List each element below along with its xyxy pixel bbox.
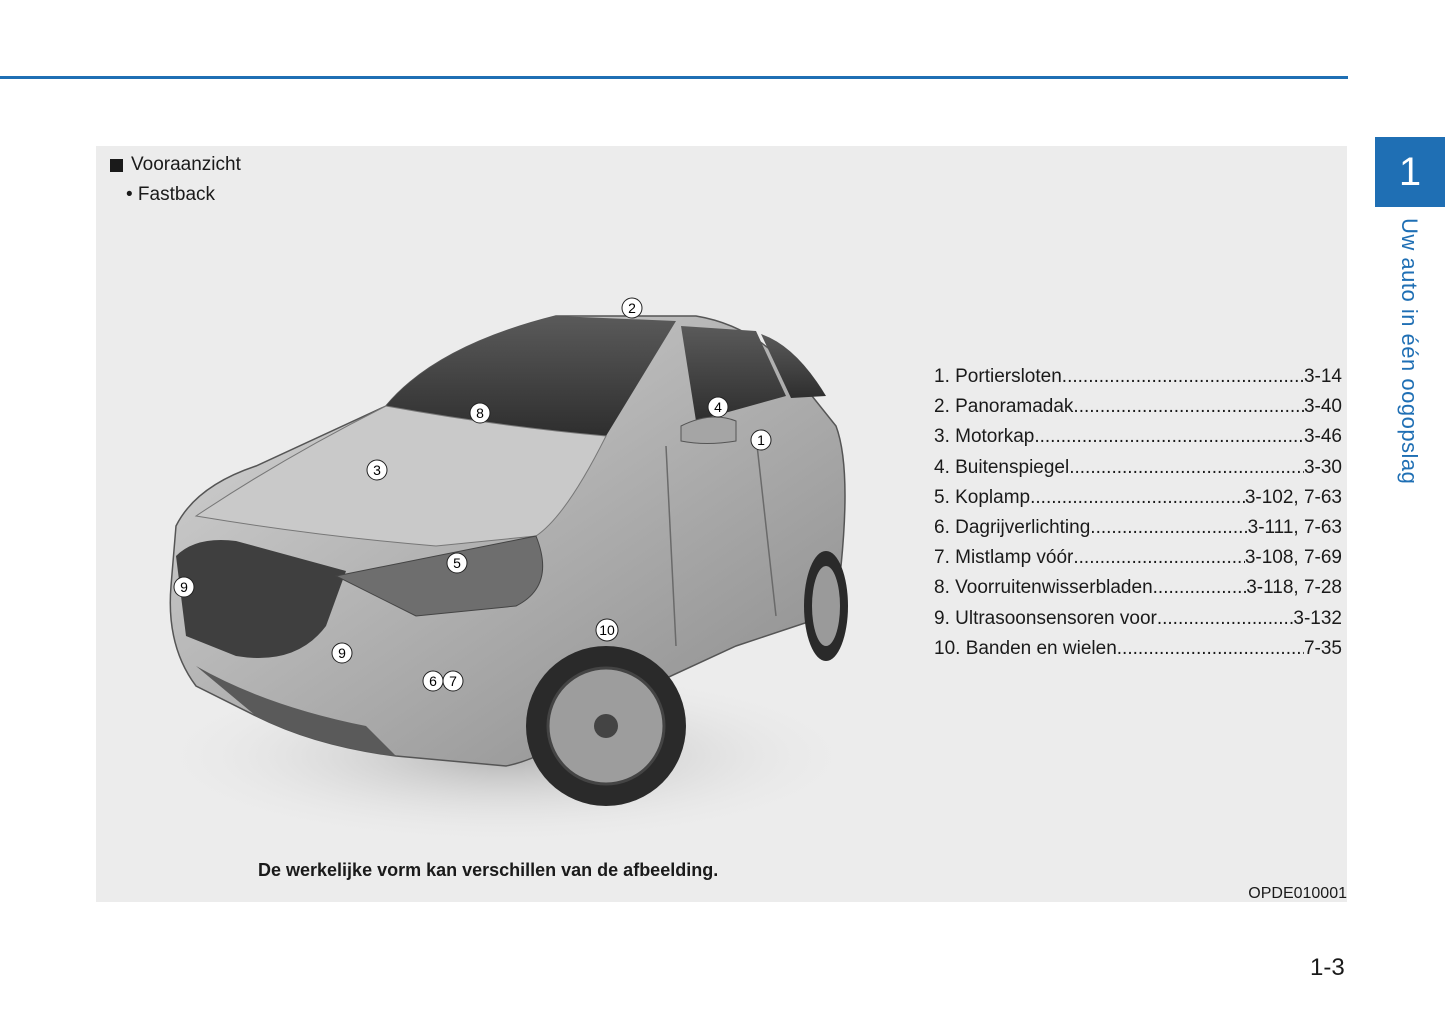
legend-item-page-ref: 3-132 (1293, 607, 1342, 629)
leader-dots (1157, 608, 1294, 631)
legend-item-label: 10. Banden en wielen (934, 637, 1117, 659)
square-bullet-icon (110, 159, 123, 172)
page-number: 1-3 (1310, 954, 1345, 981)
disclaimer: De werkelijke vorm kan verschillen van de afbeelding. (258, 860, 719, 880)
legend-item-page-ref: 3-111, 7-63 (1247, 516, 1342, 538)
legend-item-label: 2. Panoramadak (934, 396, 1074, 418)
legend-item[interactable] (934, 547, 1342, 577)
callout-3-label: 3 (373, 462, 381, 478)
top-rule (0, 76, 1348, 79)
figure-code: OPDE010001 (1248, 885, 1347, 902)
leader-dots (1153, 577, 1247, 600)
legend-item-label: 8. Voorruitenwisserbladen (934, 577, 1153, 599)
legend-item-page-ref: 3-14 (1303, 366, 1342, 387)
callout-6 (423, 671, 443, 691)
callout-9b (332, 643, 352, 663)
callout-2-label: 2 (628, 300, 636, 316)
callout-1 (751, 430, 771, 450)
leader-dots (1117, 638, 1304, 661)
legend-item-label: 7. Mistlamp vóór (934, 547, 1074, 569)
leader-dots (1073, 547, 1244, 570)
car-illustration (136, 286, 906, 886)
legend-item-page-ref: 3-102, 7-63 (1244, 486, 1342, 508)
callout-10 (596, 619, 618, 641)
callout-9b-label: 9 (338, 645, 346, 661)
legend-item[interactable] (934, 366, 1342, 396)
figure-panel (96, 146, 1347, 902)
legend-item-label: 5. Koplamp (934, 486, 1031, 508)
legend-item[interactable] (934, 638, 1342, 668)
legend-item-label: 1. Portiersloten (934, 366, 1062, 387)
legend-item-page-ref: 3-118, 7-28 (1246, 577, 1342, 599)
chapter-tab[interactable] (1375, 137, 1445, 207)
legend-item-label: 6. Dagrijverlichting (934, 516, 1091, 538)
callout-4-label: 4 (714, 399, 722, 415)
section-heading-text: Vooraanzicht (131, 154, 241, 175)
legend-item[interactable] (934, 577, 1342, 607)
legend-item-page-ref: 3-108, 7-69 (1244, 547, 1342, 569)
callout-2 (622, 298, 642, 318)
callout-7 (443, 671, 463, 691)
chapter-number: 1 (1398, 149, 1422, 194)
legend-item[interactable] (934, 608, 1342, 638)
callout-9a (174, 577, 194, 597)
legend-list (934, 366, 1342, 668)
section-subheading: • Fastback (126, 184, 216, 205)
legend-item-page-ref: 7-35 (1303, 637, 1342, 659)
legend-item-page-ref: 3-46 (1303, 426, 1342, 448)
leader-dots (1069, 457, 1304, 480)
legend-item-label: 9. Ultrasoonsensoren voor (934, 607, 1157, 629)
callout-5 (447, 553, 467, 573)
callout-4 (708, 397, 728, 417)
callout-8 (470, 403, 490, 423)
callout-8-label: 8 (476, 405, 484, 421)
legend-item-page-ref: 3-40 (1303, 396, 1342, 418)
legend-item[interactable] (934, 457, 1342, 487)
legend-item-page-ref: 3-30 (1303, 456, 1342, 478)
leader-dots (1073, 396, 1304, 419)
leader-dots (1030, 487, 1245, 510)
callout-6-label: 6 (429, 673, 437, 689)
leader-dots (1034, 426, 1304, 449)
leader-dots (1090, 517, 1247, 540)
section-heading (110, 154, 241, 176)
callout-5-label: 5 (453, 555, 461, 571)
legend-item[interactable] (934, 487, 1342, 517)
callout-10-label: 10 (599, 622, 615, 638)
chapter-title: Uw auto in één oogopslag (1397, 218, 1422, 485)
legend-item[interactable] (934, 426, 1342, 456)
callout-9a-label: 9 (180, 579, 188, 595)
callout-7-label: 7 (449, 673, 457, 689)
callout-1-label: 1 (757, 432, 765, 448)
legend-item-label: 3. Motorkap (934, 426, 1035, 448)
leader-dots (1062, 366, 1304, 389)
callout-3 (367, 460, 387, 480)
legend-item[interactable] (934, 517, 1342, 547)
legend-item-label: 4. Buitenspiegel (934, 456, 1070, 478)
legend-item[interactable] (934, 396, 1342, 426)
